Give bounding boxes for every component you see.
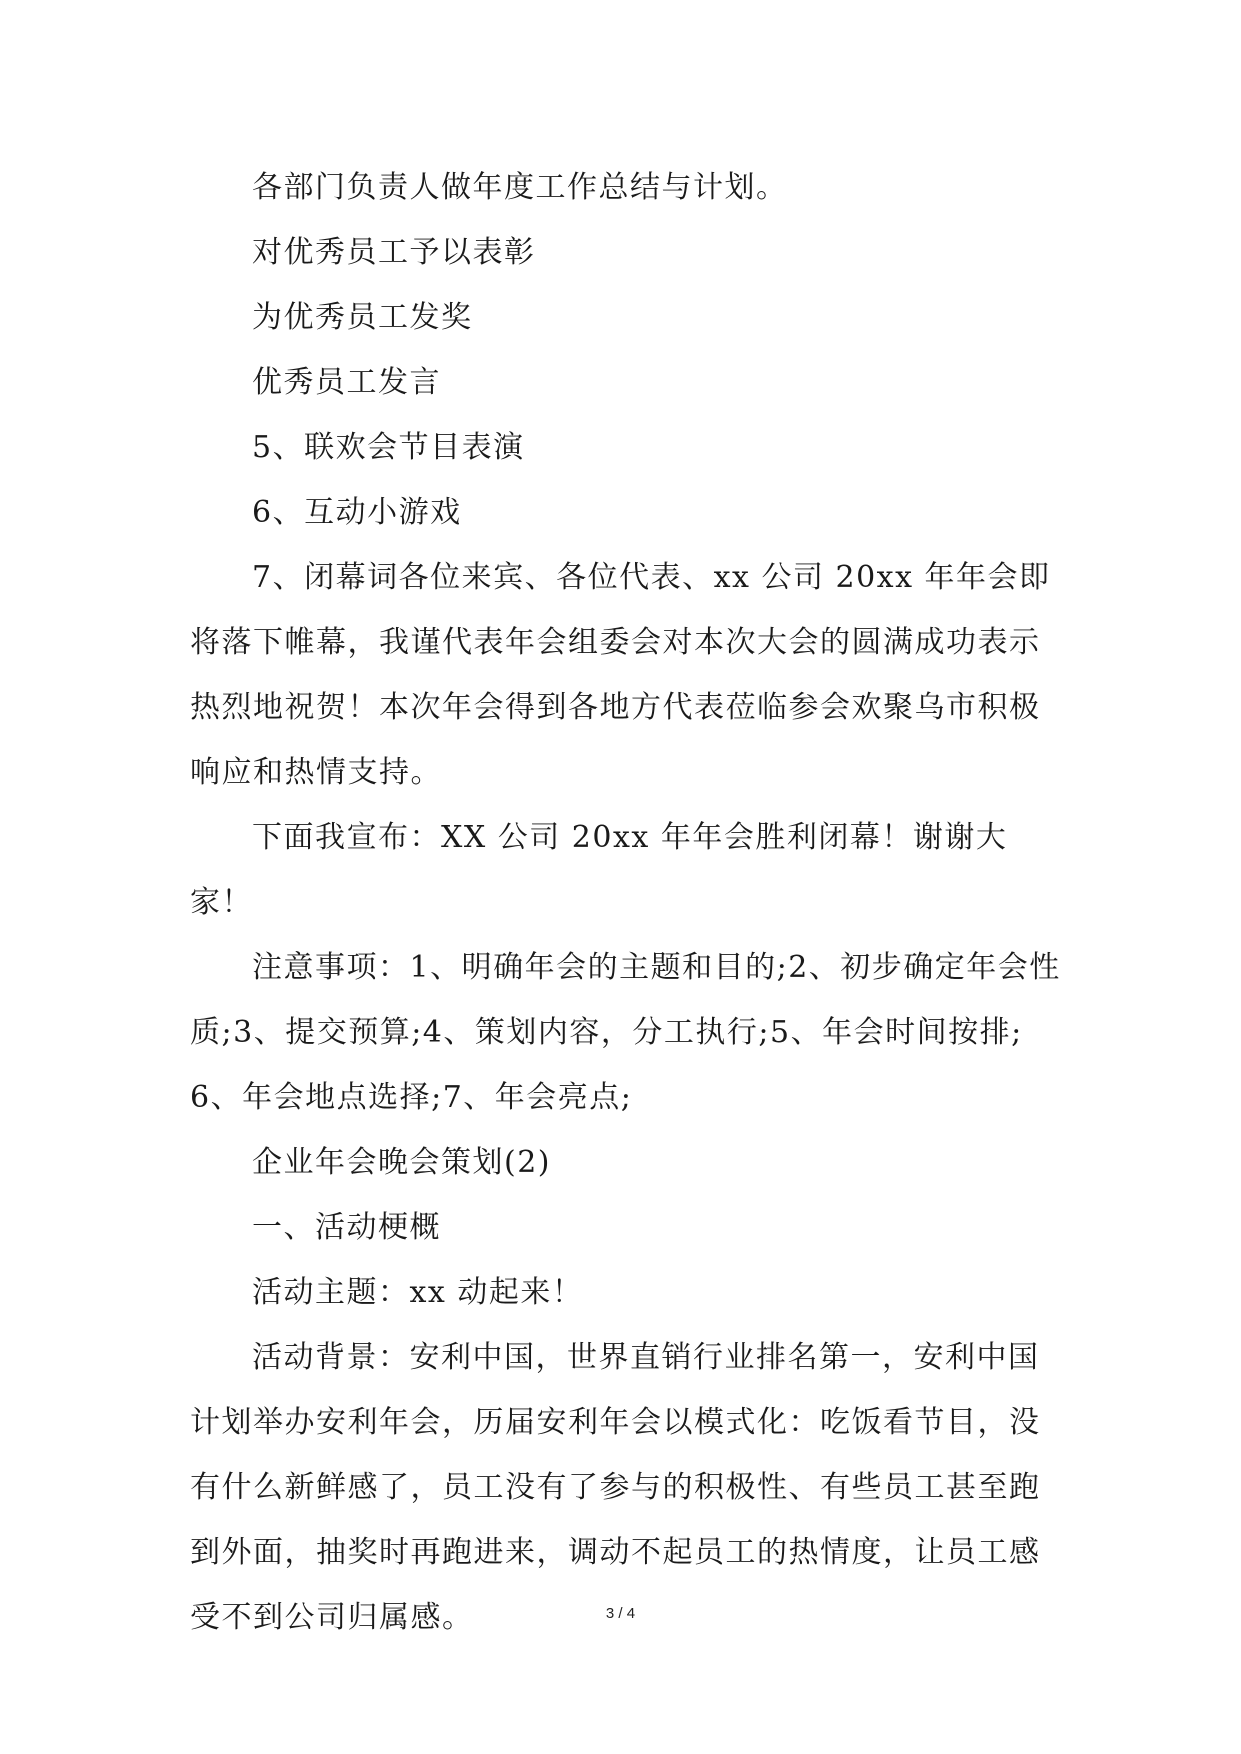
paragraph: 为优秀员工发奖 <box>252 300 473 335</box>
page-number: 3 / 4 <box>605 1605 636 1622</box>
paragraph: 活动主题：xx 动起来！ <box>252 1275 584 1310</box>
document-body <box>190 155 1070 1650</box>
paragraph: 5、联欢会节目表演 <box>252 430 525 465</box>
section-title: 企业年会晚会策划(2) <box>252 1145 551 1180</box>
paragraph: 活动背景：安利中国，世界直销行业排名第一，安利中国计划举办安利年会，历届安利年会以模式化：吃饭看节目，没有什么新鲜感了，员工没有了参与的积极性、有些员工甚至跑到外面，抽奖时再跑进来，调动不起员工的热情度，让员工感受不到公司归属感。 <box>190 1340 1041 1635</box>
paragraph: 优秀员工发言 <box>252 365 441 400</box>
paragraph: 各部门负责人做年度工作总结与计划。 <box>252 170 788 205</box>
paragraph: 注意事项：1、明确年会的主题和目的;2、初步确定年会性质;3、提交预算;4、策划内容，分工执行;5、年会时间按排;6、年会地点选择;7、年会亮点; <box>190 950 1061 1115</box>
paragraph: 7、闭幕词各位来宾、各位代表、xx 公司 20xx 年年会即将落下帷幕，我谨代表年会组委会对本次大会的圆满成功表示热烈地祝贺！本次年会得到各地方代表莅临参会欢聚乌市积极响应和热情支持。 <box>190 560 1051 790</box>
paragraph: 对优秀员工予以表彰 <box>252 235 536 270</box>
paragraph: 6、互动小游戏 <box>252 495 462 530</box>
section-heading: 一、活动梗概 <box>252 1210 441 1245</box>
paragraph: 下面我宣布：XX 公司 20xx 年年会胜利闭幕！谢谢大家！ <box>190 820 1008 920</box>
